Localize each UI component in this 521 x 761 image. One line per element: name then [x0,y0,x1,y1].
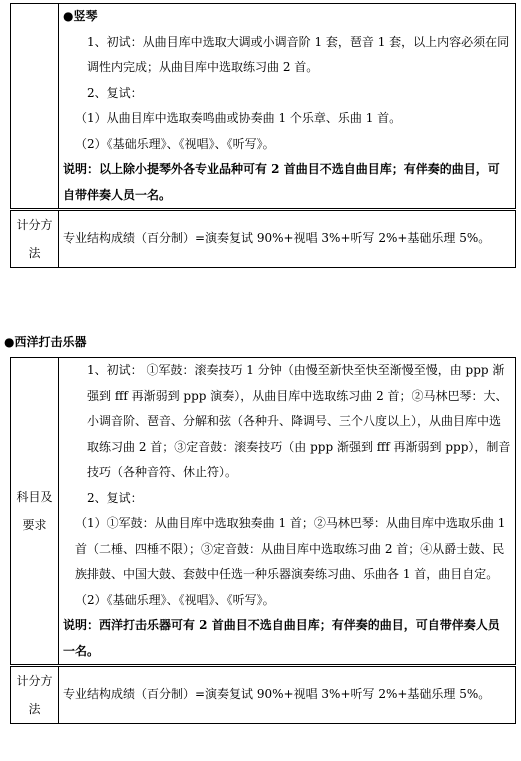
percussion-line-4: （2）《基础乐理》、《视唱》、《听写》。 [75,592,275,607]
harp-scoring-text: 专业结构成绩（百分制）=演奏复试 90%+视唱 3%+听写 2%+基础乐理 5%。 [59,210,516,268]
percussion-subject-label: 科目及要求 [11,358,59,666]
harp-line-1: 1、初试：从曲目库中选取大调或小调音阶 1 套，琶音 1 套，以上内容必须在同调性内完成；从曲目库中选取练习曲 2 首。 [87,34,510,74]
harp-scoring-label: 计分方法 [11,210,59,268]
percussion-content-row [11,358,516,666]
harp-note: 说明：以上除小提琴外各专业品种可有 2 首曲目不选自曲目库；有伴奏的曲目，可自带伴奏人员一名。 [63,162,500,202]
harp-label-cell [11,4,59,210]
percussion-scoring-label: 计分方法 [11,666,59,724]
harp-requirements-table [10,3,516,268]
percussion-line-1: 1、初试： ①军鼓：滚奏技巧 1 分钟（由慢至新快至快至渐慢至慢，由 ppp 渐强到 fff 再渐弱到 ppp 演奏），从曲目库中选取练习曲 2 首；②马林巴琴：大、小调音阶、琶音、分解和弦（各种升、降调号、三个八度以上），从曲目库中选取练习曲 2 首；③定音鼓：滚奏技巧（由 ppp 渐强到 fff 再渐弱到 ppp），制音技巧（各种音符、休止符）。 [87,363,511,479]
percussion-line-3: （1）①军鼓：从曲目库中选取独奏曲 1 首；②马林巴琴：从曲目库中选取乐曲 1 首（二棰、四棰不限）；③定音鼓：从曲目库中选取练习曲 2 首；④从爵士鼓、民族排鼓、中国大鼓、套鼓中任选一种乐器演奏练习曲、乐曲各 1 首，曲目自定。 [75,516,506,581]
percussion-requirements-table [10,357,516,724]
percussion-scoring-text: 专业结构成绩（百分制）=演奏复试 90%+视唱 3%+听写 2%+基础乐理 5%。 [59,666,516,724]
harp-content-row [11,4,516,210]
percussion-section-title: ●西洋打击乐器 [4,335,87,349]
harp-line-3: （1）从曲目库中选取奏鸣曲或协奏曲 1 个乐章、乐曲 1 首。 [75,111,402,125]
percussion-content-cell [59,358,516,666]
percussion-scoring-row [11,666,516,724]
percussion-line-2: 2、复试： [87,490,143,505]
harp-title: ●竖琴 [63,9,98,23]
harp-content-cell [59,4,516,210]
harp-line-4: （2）《基础乐理》、《视唱》、《听写》。 [75,136,275,151]
harp-line-2: 2、复试： [87,85,143,100]
harp-scoring-row [11,210,516,268]
percussion-note: 说明：西洋打击乐器可有 2 首曲目不选自曲目库；有伴奏的曲目，可自带伴奏人员一名。 [63,618,500,658]
